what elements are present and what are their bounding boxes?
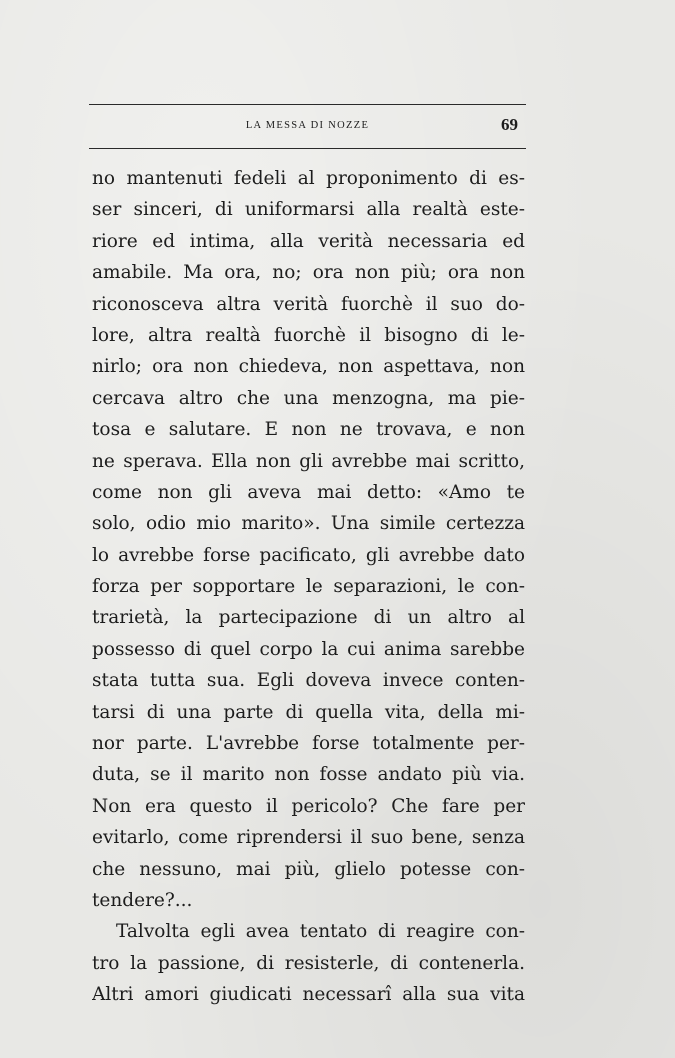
text-line: tro la passione, di resisterle, di contenerla.: [92, 952, 525, 974]
text-line: evitarlo, come riprendersi il suo bene, senza: [92, 827, 525, 849]
text-line: tarsi di una parte di quella vita, della mi-: [92, 701, 525, 723]
running-title: LA MESSA DI NOZZE: [245, 120, 370, 131]
running-head: [89, 114, 526, 138]
paragraph-start-line: Talvolta egli avea tentato di reagire con-: [116, 921, 525, 943]
text-line: Non era questo il pericolo? Che fare per: [92, 795, 525, 817]
text-line: ser sinceri, di uniformarsi alla realtà este-: [92, 199, 525, 221]
text-line: lo avrebbe forse pacificato, gli avrebbe dato: [92, 544, 525, 566]
text-line: cercava altro che una menzogna, ma pie-: [92, 387, 525, 409]
text-line: no mantenuti fedeli al proponimento di es-: [92, 168, 525, 189]
text-line: trarietà, la partecipazione di un altro al: [92, 607, 525, 629]
paragraph-end-line: tendere?...: [92, 889, 193, 911]
body-text: [92, 163, 525, 1011]
text-line: che nessuno, mai più, glielo potesse con-: [92, 858, 525, 880]
text-line: come non gli aveva mai detto: «Amo te: [92, 481, 525, 503]
text-line: ne sperava. Ella non gli avrebbe mai scritto,: [92, 450, 525, 472]
text-line: Altri amori giudicati necessarî alla sua vita: [92, 984, 525, 1006]
text-line: duta, se il marito non fosse andato più via.: [92, 764, 525, 786]
text-line: amabile. Ma ora, no; ora non più; ora non: [92, 262, 525, 284]
text-line: lore, altra realtà fuorchè il bisogno di le-: [92, 324, 525, 346]
text-line: forza per sopportare le separazioni, le con-: [92, 576, 525, 598]
text-line: tosa e salutare. E non ne trovava, e non: [92, 419, 525, 441]
header-top-rule: [89, 104, 526, 105]
page-number: 69: [501, 115, 518, 134]
text-line: possesso di quel corpo la cui anima sarebbe: [92, 638, 525, 660]
header-bottom-rule: [89, 148, 526, 149]
text-line: riore ed intima, alla verità necessaria ed: [92, 230, 525, 252]
text-line: stata tutta sua. Egli doveva invece conten-: [92, 670, 525, 692]
text-line: nirlo; ora non chiedeva, non aspettava, non: [92, 356, 525, 378]
text-line: riconosceva altra verità fuorchè il suo do-: [92, 293, 525, 315]
text-line: solo, odio mio marito». Una simile certezza: [92, 513, 525, 535]
text-line: nor parte. L'avrebbe forse totalmente per-: [92, 733, 525, 755]
